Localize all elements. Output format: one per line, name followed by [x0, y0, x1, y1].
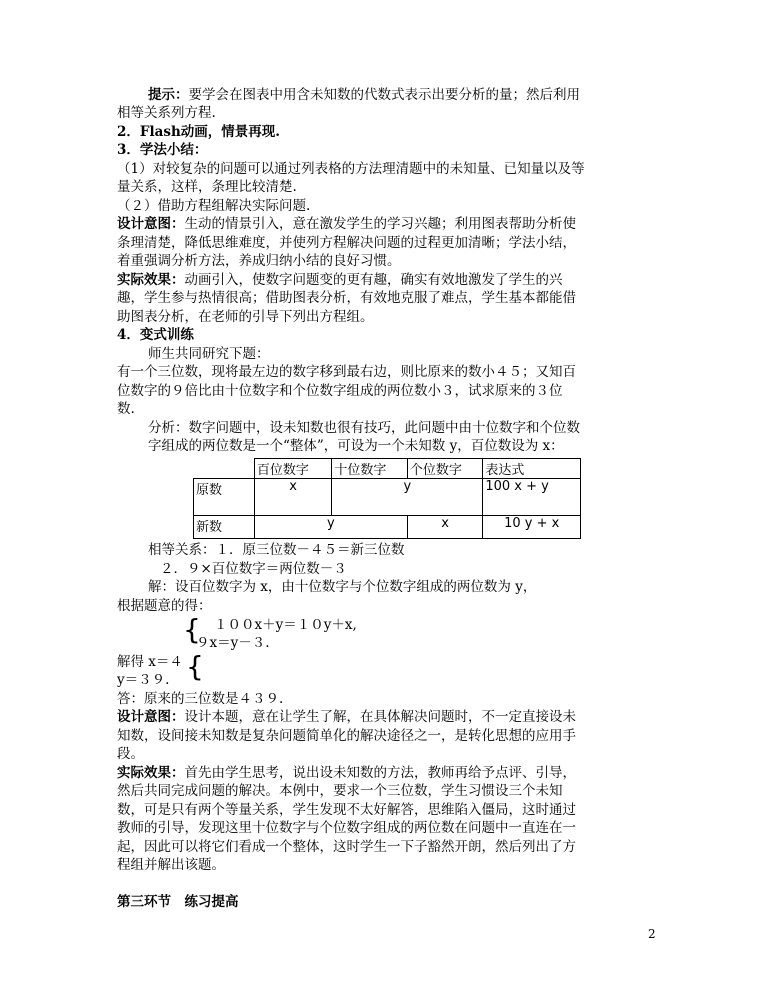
relation-line: 相等关系：１．原三位数－４５＝新三位数: [148, 542, 405, 558]
paragraph-line: （1）对较复杂的问题可以通过列表格的方法理清题中的未知量、已知量以及等: [117, 161, 585, 177]
table-header-row: [194, 459, 581, 479]
paragraph-line: 量关系，这样，条理比较清楚.: [117, 179, 297, 195]
analysis-line: 分析：数字问题中，设未知数也很有技巧，此问题中由十位数字和个位数: [148, 420, 580, 436]
actual-effect-line: 实际效果：动画引入，使数字问题变的更有趣，确实有效地激发了学生的兴: [117, 272, 563, 288]
heading-flash: 2．Flash动画，情景再现.: [117, 124, 280, 140]
page-number: 2: [648, 927, 656, 941]
table-header-cell: 表达式: [483, 459, 581, 479]
paragraph-line: 教师的引导，发现这里十位数字与个位数字组成的两位数在问题中一直连在一: [117, 820, 576, 836]
paragraph-line: 起，因此可以将它们看成一个整体，这时学生一下子豁然开朗，然后列出了方: [117, 839, 576, 855]
paragraph-line: 着重强调分析方法，养成归纳小结的良好习惯。: [117, 253, 401, 269]
result-line: 解得 x＝４: [117, 654, 183, 670]
table-cell: x: [407, 516, 482, 539]
table-row-label: 原数: [194, 479, 255, 516]
paragraph-line: 程组并解出该题。: [117, 857, 225, 873]
equation-line: ９x＝y－３.: [196, 635, 270, 651]
equation-line: １００x＋y＝１０y＋x,: [214, 617, 357, 633]
solution-line: 根据题意的得：: [117, 598, 212, 614]
result-line: y＝３９.: [117, 672, 170, 688]
result-brace: {: [186, 650, 204, 683]
paragraph-line: 数，可是只有两个等量关系，学生发现不太好解答，思维陷入僵局，这时通过: [117, 802, 576, 818]
heading-variant: 4．变式训练: [117, 327, 194, 343]
section-title: 第三环节 练习提高: [117, 894, 239, 910]
paragraph-line: 助图表分析，在老师的引导下列出方程组。: [117, 309, 374, 325]
solution-line: 解：设百位数字为 x，由十位数字与个位数字组成的两位数为 y，: [148, 579, 537, 595]
equation-brace: {: [183, 613, 201, 646]
table-header-cell: 个位数字: [407, 459, 482, 479]
table-row: [194, 516, 581, 539]
digit-table: [193, 458, 581, 539]
problem-line: 位数字的９倍比由十位数字和个位数字组成的两位数小３，试求原来的３位: [117, 383, 563, 399]
table-header-cell: 十位数字: [332, 459, 407, 479]
actual-effect-line: 实际效果：首先由学生思考，说出设未知数的方法，教师再给予点评、引导，: [117, 765, 576, 781]
paragraph-line: 知数，设间接未知数是复杂问题简单化的解决途径之一，是转化思想的应用手: [117, 728, 576, 744]
paragraph-line: 条理清楚，降低思维难度，并使列方程解决问题的过程更加清晰；学法小结，: [117, 235, 576, 251]
answer-line: 答：原来的三位数是４３９.: [117, 691, 284, 707]
paragraph-line: 段。: [117, 746, 144, 762]
paragraph-line: 然后共同完成问题的解决。本例中，要求一个三位数，学生习惯设三个未知: [117, 783, 563, 799]
table-expression-cell: 100 x + y: [483, 479, 581, 516]
table-row-label: 新数: [194, 516, 255, 539]
table-header-cell: 百位数字: [254, 459, 332, 479]
paragraph-line: 趣，学生参与热情很高；借助图表分析，有效地克服了难点，学生基本都能借: [117, 290, 576, 306]
table-expression-cell: 10 y + x: [483, 516, 581, 539]
table-cell: x: [254, 479, 332, 516]
design-intent-line: 设计意图：设计本题，意在让学生了解，在具体解决问题时，不一定直接设未: [117, 709, 576, 725]
heading-summary: 3．学法小结：: [117, 142, 208, 158]
relation-line: ２．９×百位数字＝两位数－３: [160, 561, 347, 577]
table-corner-cell: [194, 459, 255, 479]
problem-line: 数.: [117, 401, 135, 417]
table-row: [194, 479, 581, 516]
paragraph-line: （２）借助方程组解决实际问题.: [117, 198, 311, 214]
table-cell: y: [332, 479, 483, 516]
problem-line: 有一个三位数，现将最左边的数字移到最右边，则比原来的数小４５；又知百: [117, 364, 576, 380]
design-intent-line: 设计意图：生动的情景引入，意在激发学生的学习兴趣；利用图表帮助分析使: [117, 216, 576, 232]
paragraph-line: 提示：要学会在图表中用含未知数的代数式表示出要分析的量；然后利用: [148, 87, 580, 103]
paragraph-line: 相等关系列方程.: [117, 105, 216, 121]
table-cell: y: [254, 516, 407, 539]
analysis-line: 字组成的两位数是一个“整体”，可设为一个未知数 y，百位数设为 x：: [148, 438, 564, 454]
paragraph-line: 师生共同研究下题：: [148, 346, 270, 362]
